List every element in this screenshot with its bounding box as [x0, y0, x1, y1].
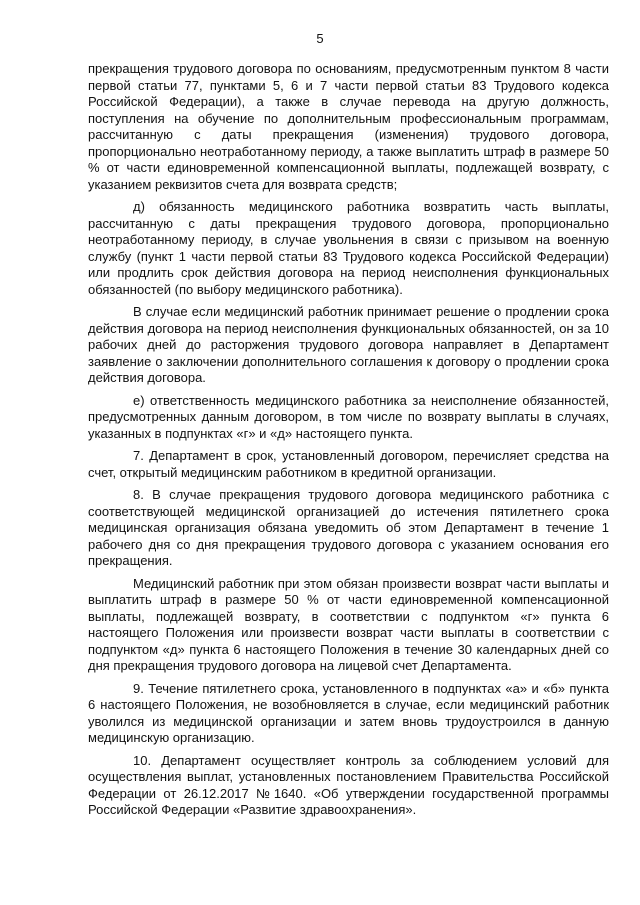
page-number: 5	[316, 31, 324, 46]
paragraph-subitem-d: д) обязанность медицинского работника возвратить часть выплаты, рассчитанную с даты прекращения трудового договора, пропорционально неотработанному периоду, в случае увольнения в связи с призывом на военную службу (пункт 1 части первой статьи 83 Трудового кодекса Российской Федерации) или продлить срок действия договора на период неисполнения функциональных обязанностей (по выбору медицинского работника).	[88, 199, 609, 297]
paragraph-item-9: 9. Течение пятилетнего срока, установленного в подпунктах «а» и «б» пункта 6 настоящего Положения, не возобновляется в случае, если медицинский работник уволился из медицинской организации и затем вновь трудоустроился в данную медицинскую организацию.	[88, 680, 609, 745]
paragraph-extension-case: В случае если медицинский работник принимает решение о продлении срока действия договора на период неисполнения функциональных обязанностей, он за 10 рабочих дней до расторжения трудового договора направляет в Департамент заявление о заключении дополнительного соглашения к договору о продлении срока действия договора.	[88, 304, 609, 385]
paragraph-item-10: 10. Департамент осуществляет контроль за соблюдением условий для осуществления выплат, установленных постановлением Правительства Российской Федерации от 26.12.2017 №1640. «Об утверждении государственной программы Российской Федерации «Развитие здравоохранения».	[88, 752, 609, 817]
paragraph-continuation: прекращения трудового договора по основаниям, предусмотренным пунктом 8 части первой статьи 77, пунктами 5, 6 и 7 части первой статьи 83 Трудового кодекса Российской Федерации), а также в случае перевода на другую должность, поступления на обучение по дополнительным профессиональным программам, рассчитанную с даты прекращения (изменения) трудового договора, пропорционально неотработанному периоду, а также выплатить штраф в размере 50 % от части единовременной компенсационной выплаты, подлежащей возврату, с указанием реквизитов счета для возврата средств;	[88, 61, 609, 192]
document-body	[88, 61, 609, 825]
paragraph-item-7: 7. Департамент в срок, установленный договором, перечисляет средства на счет, открытый медицинским работником в кредитной организации.	[88, 448, 609, 480]
paragraph-item-8: 8. В случае прекращения трудового договора медицинского работника с соответствующей медицинской организацией до истечения пятилетнего срока медицинская организация обязана уведомить об этом Департамент в течение 1 рабочего дня со дня прекращения трудового договора с указанием основания его прекращения.	[88, 487, 609, 568]
paragraph-subitem-e: е) ответственность медицинского работника за неисполнение обязанностей, предусмотренных данным договором, в том числе по возврату выплаты в случаях, указанных в подпунктах «г» и «д» настоящего пункта.	[88, 392, 609, 441]
paragraph-refund-obligation: Медицинский работник при этом обязан произвести возврат части выплаты и выплатить штраф в размере 50 % от части единовременной компенсационной выплаты, подлежащей возврату, в соответствии с подпунктом «г» пункта 6 настоящего Положения или произвести возврат части выплаты в соответствии с подпунктом «д» пункта 6 настоящего Положения в течение 30 календарных дней со дня прекращения трудового договора на лицевой счет Департамента.	[88, 575, 609, 673]
